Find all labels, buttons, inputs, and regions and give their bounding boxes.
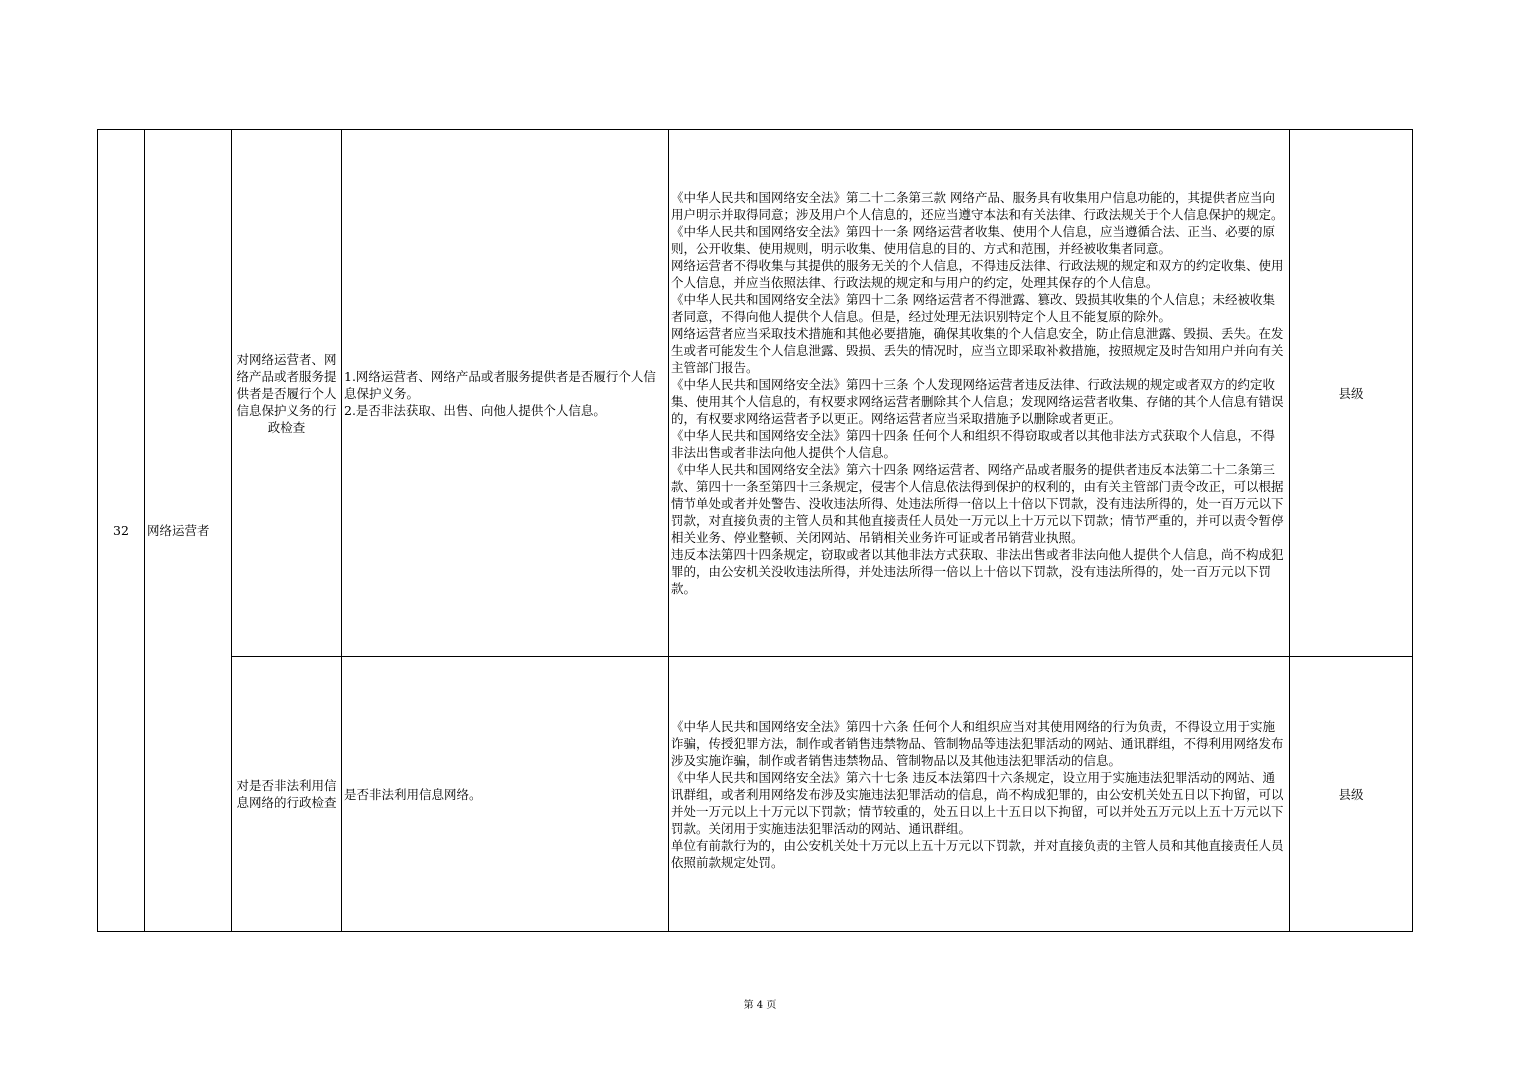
item-cell: 对是否非法利用信息网络的行政检查 — [232, 657, 342, 932]
table-row — [98, 130, 1413, 657]
basis-paragraph: 《中华人民共和国网络安全法》第六十七条 违反本法第四十六条规定，设立用于实施违法犯罪活动的网站、通讯群组，或者利用网络发布涉及实施违法犯罪活动的信息，尚不构成犯罪的，由公安机关处五日以下拘留，可以并处一万元以上十万元以下罚款；情节较重的，处五日以上十五日以下拘留，可以并处五万元以上五十万元以下罚款。关闭用于实施违法犯罪活动的网站、通讯群组。 — [671, 769, 1284, 836]
basis-paragraph: 违反本法第四十四条规定，窃取或者以其他非法方式获取、非法出售或者非法向他人提供个人信息，尚不构成犯罪的，由公安机关没收违法所得，并处违法所得一倍以上十倍以下罚款，没有违法所得的，处一百万元以下罚款。 — [671, 547, 1284, 596]
subject-cell: 网络运营者 — [145, 130, 232, 932]
basis-paragraph: 网络运营者应当采取技术措施和其他必要措施，确保其收集的个人信息安全，防止信息泄露、毁损、丢失。在发生或者可能发生个人信息泄露、毁损、丢失的情况时，应当立即采取补救措施，按照规定及时告知用户并向有关主管部门报告。 — [671, 326, 1284, 375]
basis-paragraph: 《中华人民共和国网络安全法》第二十二条第三款 网络产品、服务具有收集用户信息功能的，其提供者应当向用户明示并取得同意；涉及用户个人信息的，还应当遵守本法和有关法律、行政法规关于个人信息保护的规定。 — [671, 190, 1284, 222]
content-line: 是否非法利用信息网络。 — [344, 786, 482, 802]
content-cell — [342, 130, 669, 657]
level-cell: 县级 — [1290, 657, 1413, 932]
basis-paragraph: 《中华人民共和国网络安全法》第四十二条 网络运营者不得泄露、篡改、毁损其收集的个人信息；未经被收集者同意，不得向他人提供个人信息。但是，经过处理无法识别特定个人且不能复原的除外。 — [671, 292, 1275, 324]
basis-paragraph: 《中华人民共和国网络安全法》第四十三条 个人发现网络运营者违反法律、行政法规的规定或者双方的约定收集、使用其个人信息的，有权要求网络运营者删除其个人信息；发现网络运营者收集、存储的其个人信息有错误的，有权要求网络运营者予以更正。网络运营者应当采取措施予以删除或者更正。 — [671, 377, 1284, 426]
item-cell: 对网络运营者、网络产品或者服务提供者是否履行个人信息保护义务的行政检查 — [232, 130, 342, 657]
basis-paragraph: 单位有前款行为的，由公安机关处十万元以上五十万元以下罚款，并对直接负责的主管人员和其他直接责任人员依照前款规定处罚。 — [671, 837, 1284, 870]
content-line: 2.是否非法获取、出售、向他人提供个人信息。 — [344, 402, 606, 418]
basis-paragraph: 《中华人民共和国网络安全法》第四十一条 网络运营者收集、使用个人信息，应当遵循合法、正当、必要的原则，公开收集、使用规则，明示收集、使用信息的目的、方式和范围，并经被收集者同意。 — [671, 224, 1275, 256]
basis-cell — [669, 657, 1290, 932]
basis-paragraph: 《中华人民共和国网络安全法》第六十四条 网络运营者、网络产品或者服务的提供者违反本法第二十二条第三款、第四十一条至第四十三条规定，侵害个人信息依法得到保护的权利的，由有关主管部门责令改正，可以根据情节单处或者并处警告、没收违法所得、处违法所得一倍以上十倍以下罚款，没有违法所得的，处一百万元以下罚款，对直接负责的主管人员和其他直接责任人员处一万元以上十万元以下罚款；情节严重的，并可以责令暂停相关业务、停业整顿、关闭网站、吊销相关业务许可证或者吊销营业执照。 — [671, 462, 1284, 545]
basis-cell — [669, 130, 1290, 657]
basis-paragraph: 《中华人民共和国网络安全法》第四十四条 任何个人和组织不得窃取或者以其他非法方式获取个人信息，不得非法出售或者非法向他人提供个人信息。 — [671, 428, 1275, 460]
content-cell — [342, 657, 669, 932]
content-line: 1.网络运营者、网络产品或者服务提供者是否履行个人信息保护义务。 — [344, 368, 656, 401]
inspection-table — [97, 129, 1413, 932]
table-row — [98, 657, 1413, 932]
page-number: 第 4 页 — [743, 1000, 777, 1011]
level-cell: 县级 — [1290, 130, 1413, 657]
row-number: 32 — [98, 130, 145, 932]
basis-paragraph: 网络运营者不得收集与其提供的服务无关的个人信息，不得违反法律、行政法规的规定和双方的约定收集、使用个人信息，并应当依照法律、行政法规的规定和与用户的约定，处理其保存的个人信息。 — [671, 258, 1284, 290]
basis-paragraph: 《中华人民共和国网络安全法》第四十六条 任何个人和组织应当对其使用网络的行为负责，不得设立用于实施诈骗，传授犯罪方法，制作或者销售违禁物品、管制物品等违法犯罪活动的网站、通讯群组，不得利用网络发布涉及实施诈骗，制作或者销售违禁物品、管制物品以及其他违法犯罪活动的信息。 — [671, 718, 1284, 768]
